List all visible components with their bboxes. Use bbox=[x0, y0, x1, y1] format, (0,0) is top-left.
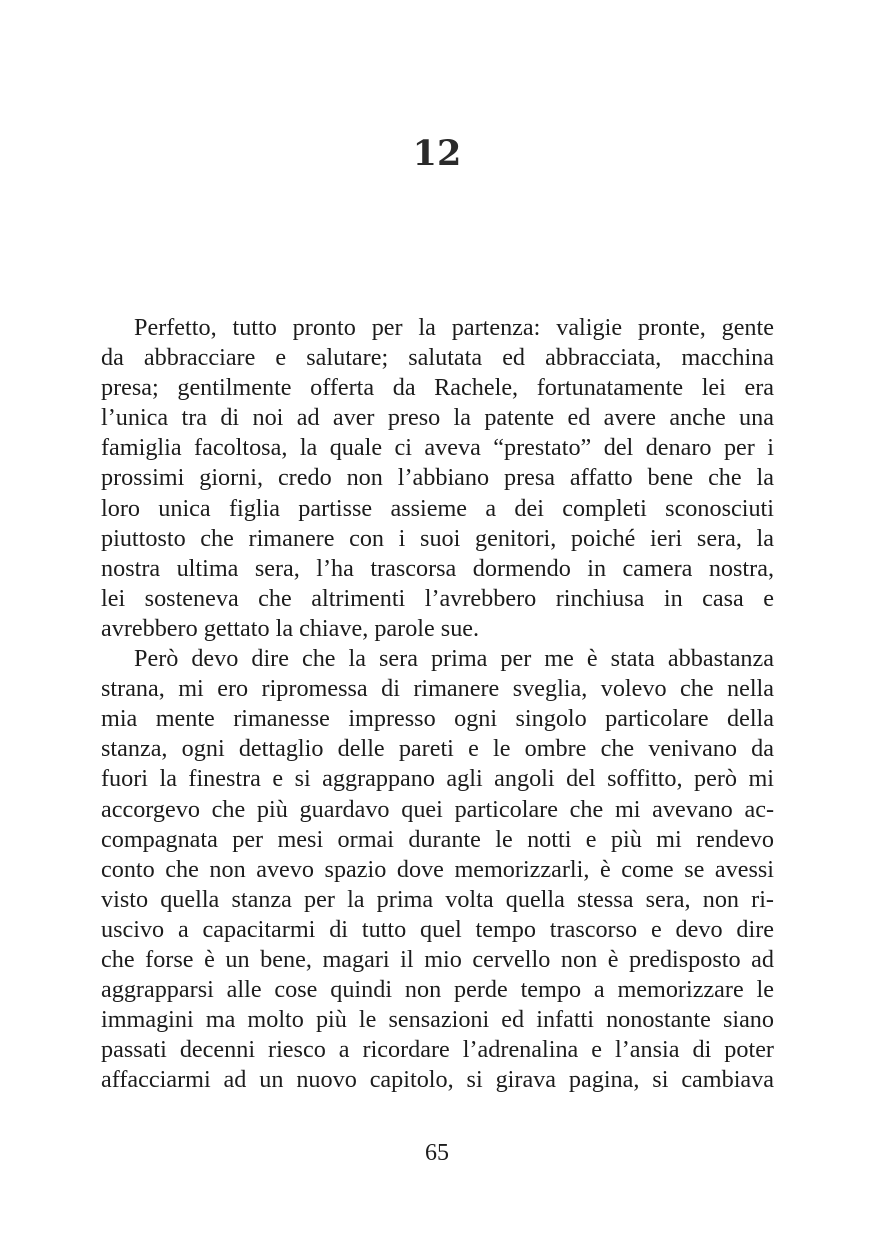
text-line: avrebbero gettato la chiave, parole sue. bbox=[101, 614, 480, 642]
text-line: strana, mi ero ripromessa di rimanere sveglia, volevo che nella bbox=[101, 675, 774, 703]
chapter-number: 12 bbox=[412, 133, 462, 174]
text-line: accorgevo che più guardavo quei particolare che mi avevano ac- bbox=[101, 795, 774, 823]
text-line: fuori la finestra e si aggrappano agli angoli del soffitto, però mi bbox=[101, 765, 774, 793]
text-line: Perfetto, tutto pronto per la partenza: valigie pronte, gente bbox=[134, 314, 774, 341]
text-line: loro unica figlia partisse assieme a dei completi sconosciuti bbox=[101, 494, 774, 522]
text-line: famiglia facoltosa, la quale ci aveva “prestato” del denaro per i bbox=[101, 434, 774, 462]
text-line: stanza, ogni dettaglio delle pareti e le ombre che venivano da bbox=[101, 735, 774, 763]
text-line: presa; gentilmente offerta da Rachele, fortunatamente lei era bbox=[101, 374, 774, 402]
text-line: immagini ma molto più le sensazioni ed infatti nonostante siano bbox=[101, 1006, 774, 1034]
text-line: l’unica tra di noi ad aver preso la patente ed avere anche una bbox=[101, 404, 774, 432]
paragraph-2 bbox=[101, 644, 774, 1095]
text-line: Però devo dire che la sera prima per me è stata abbastanza bbox=[134, 645, 774, 673]
paragraph-1 bbox=[101, 313, 774, 644]
text-line: piuttosto che rimanere con i suoi genitori, poiché ieri sera, la bbox=[101, 524, 774, 552]
text-line: visto quella stanza per la prima volta quella stessa sera, non ri- bbox=[101, 885, 774, 913]
body-text bbox=[101, 313, 774, 1095]
text-line: affacciarmi ad un nuovo capitolo, si girava pagina, si cambiava bbox=[101, 1066, 774, 1094]
text-line: prossimi giorni, credo non l’abbiano presa affatto bene che la bbox=[101, 464, 774, 492]
text-line: passati decenni riesco a ricordare l’adrenalina e l’ansia di poter bbox=[101, 1036, 774, 1064]
text-line: aggrapparsi alle cose quindi non perde tempo a memorizzare le bbox=[101, 976, 774, 1004]
text-line: lei sosteneva che altrimenti l’avrebbero rinchiusa in casa e bbox=[101, 584, 774, 612]
text-line: conto che non avevo spazio dove memorizzarli, è come se avessi bbox=[101, 855, 774, 883]
text-line: mia mente rimanesse impresso ogni singolo particolare della bbox=[101, 705, 774, 733]
page-number: 65 bbox=[425, 1140, 449, 1166]
text-line: nostra ultima sera, l’ha trascorsa dormendo in camera nostra, bbox=[101, 554, 774, 582]
text-line: da abbracciare e salutare; salutata ed abbracciata, macchina bbox=[101, 344, 774, 372]
text-line: che forse è un bene, magari il mio cervello non è predisposto ad bbox=[101, 945, 774, 973]
text-line: compagnata per mesi ormai durante le notti e più mi rendevo bbox=[101, 825, 774, 853]
text-line: uscivo a capacitarmi di tutto quel tempo trascorso e devo dire bbox=[101, 915, 774, 943]
